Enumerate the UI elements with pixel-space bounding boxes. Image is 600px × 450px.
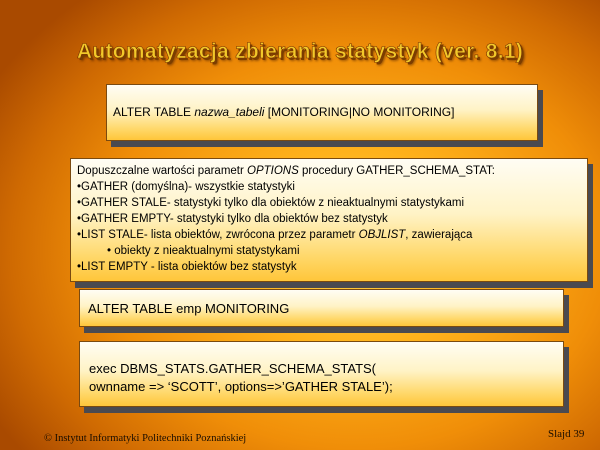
syntax-suffix: [MONITORING|NO MONITORING]: [264, 105, 455, 119]
syntax-line: [113, 105, 454, 119]
exec-line-1: exec DBMS_STATS.GATHER_SCHEMA_STATS(: [89, 361, 377, 376]
syntax-prefix: ALTER TABLE: [113, 105, 195, 119]
option-gather: •GATHER (domyślna)- wszystkie statystyki: [77, 181, 295, 193]
option-list-stale: [77, 227, 581, 243]
alter-example-box: [79, 289, 564, 327]
syntax-table-param: nazwa_tabeli: [194, 105, 265, 119]
options-intro-suffix: procedury GATHER_SCHEMA_STAT:: [298, 165, 495, 177]
option-gather-stale: •GATHER STALE- statystyki tylko dla obiektów z nieaktualnymi statystykami: [77, 197, 465, 209]
syntax-box: [106, 84, 538, 141]
options-intro: [77, 163, 581, 179]
options-box: [70, 158, 588, 282]
option-gather-empty: •GATHER EMPTY- statystyki tylko dla obiektów bez statystyk: [77, 213, 388, 225]
option-list-empty: •LIST EMPTY - lista obiektów bez statystyk: [77, 261, 297, 273]
options-param: OPTIONS: [247, 165, 299, 177]
options-intro-prefix: Dopuszczalne wartości parametr: [77, 165, 248, 177]
alter-example-line: ALTER TABLE emp MONITORING: [88, 301, 290, 316]
slide-title: Automatyzacja zbierania statystyk (ver. 8.1): [76, 40, 524, 63]
list-stale-prefix: •LIST STALE- lista obiektów, zwrócona przez parametr: [77, 229, 359, 241]
option-list-stale-sub: • obiekty z nieaktualnymi statystykami: [107, 245, 300, 257]
footer-copyright: © Instytut Informatyki Politechniki Poznańskiej: [44, 433, 247, 444]
list-stale-suffix: , zawierająca: [405, 229, 473, 241]
objlist-param: OBJLIST: [358, 229, 406, 241]
exec-example-box: [79, 341, 564, 407]
slide-number: Slajd 39: [548, 428, 585, 440]
exec-line-2: ownname => ‘SCOTT’, options=>’GATHER STALE’);: [89, 379, 393, 394]
